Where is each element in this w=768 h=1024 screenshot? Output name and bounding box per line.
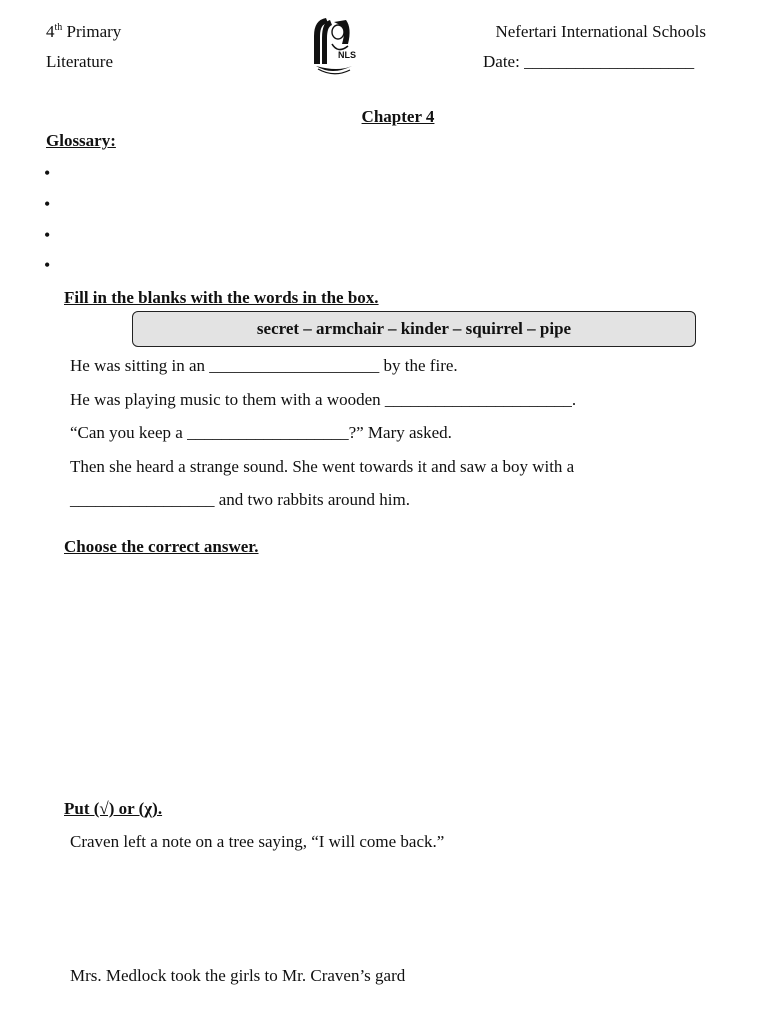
true-false-statement: Craven left a note on a tree saying, “I will come back.” <box>70 832 445 851</box>
glossary-bullet: • <box>44 194 51 214</box>
fill-sentence: He was sitting in an ____________________ by the fire. <box>70 356 458 375</box>
word-box: secret – armchair – kinder – squirrel – pipe <box>132 311 696 347</box>
fill-sentence: “Can you keep a ___________________?” Mary asked. <box>70 423 452 442</box>
glossary-heading: Glossary: <box>46 131 116 150</box>
date-field: Date: ____________________ <box>483 52 695 71</box>
put-marks-heading: Put (√) or (χ). <box>64 799 163 818</box>
fill-sentence: _________________ and two rabbits around him. <box>70 490 410 509</box>
glossary-bullet: • <box>44 255 51 275</box>
grade-label: 4th Primary <box>46 22 122 41</box>
school-logo <box>308 14 358 76</box>
subject-label: Literature <box>46 52 114 71</box>
fill-blanks-heading: Fill in the blanks with the words in the box. <box>64 288 379 307</box>
glossary-bullet: • <box>44 163 51 183</box>
fill-sentence: Then she heard a strange sound. She went towards it and saw a boy with a <box>70 457 575 476</box>
chapter-title: Chapter 4 <box>361 107 435 126</box>
true-false-statement: Mrs. Medlock took the girls to Mr. Craven’s gard <box>70 966 406 985</box>
logo-lettering: NLS <box>338 50 356 60</box>
school-name: Nefertari International Schools <box>495 22 706 41</box>
fill-sentence: He was playing music to them with a wooden ______________________. <box>70 390 577 409</box>
glossary-bullet: • <box>44 225 51 245</box>
choose-heading: Choose the correct answer. <box>64 537 259 556</box>
